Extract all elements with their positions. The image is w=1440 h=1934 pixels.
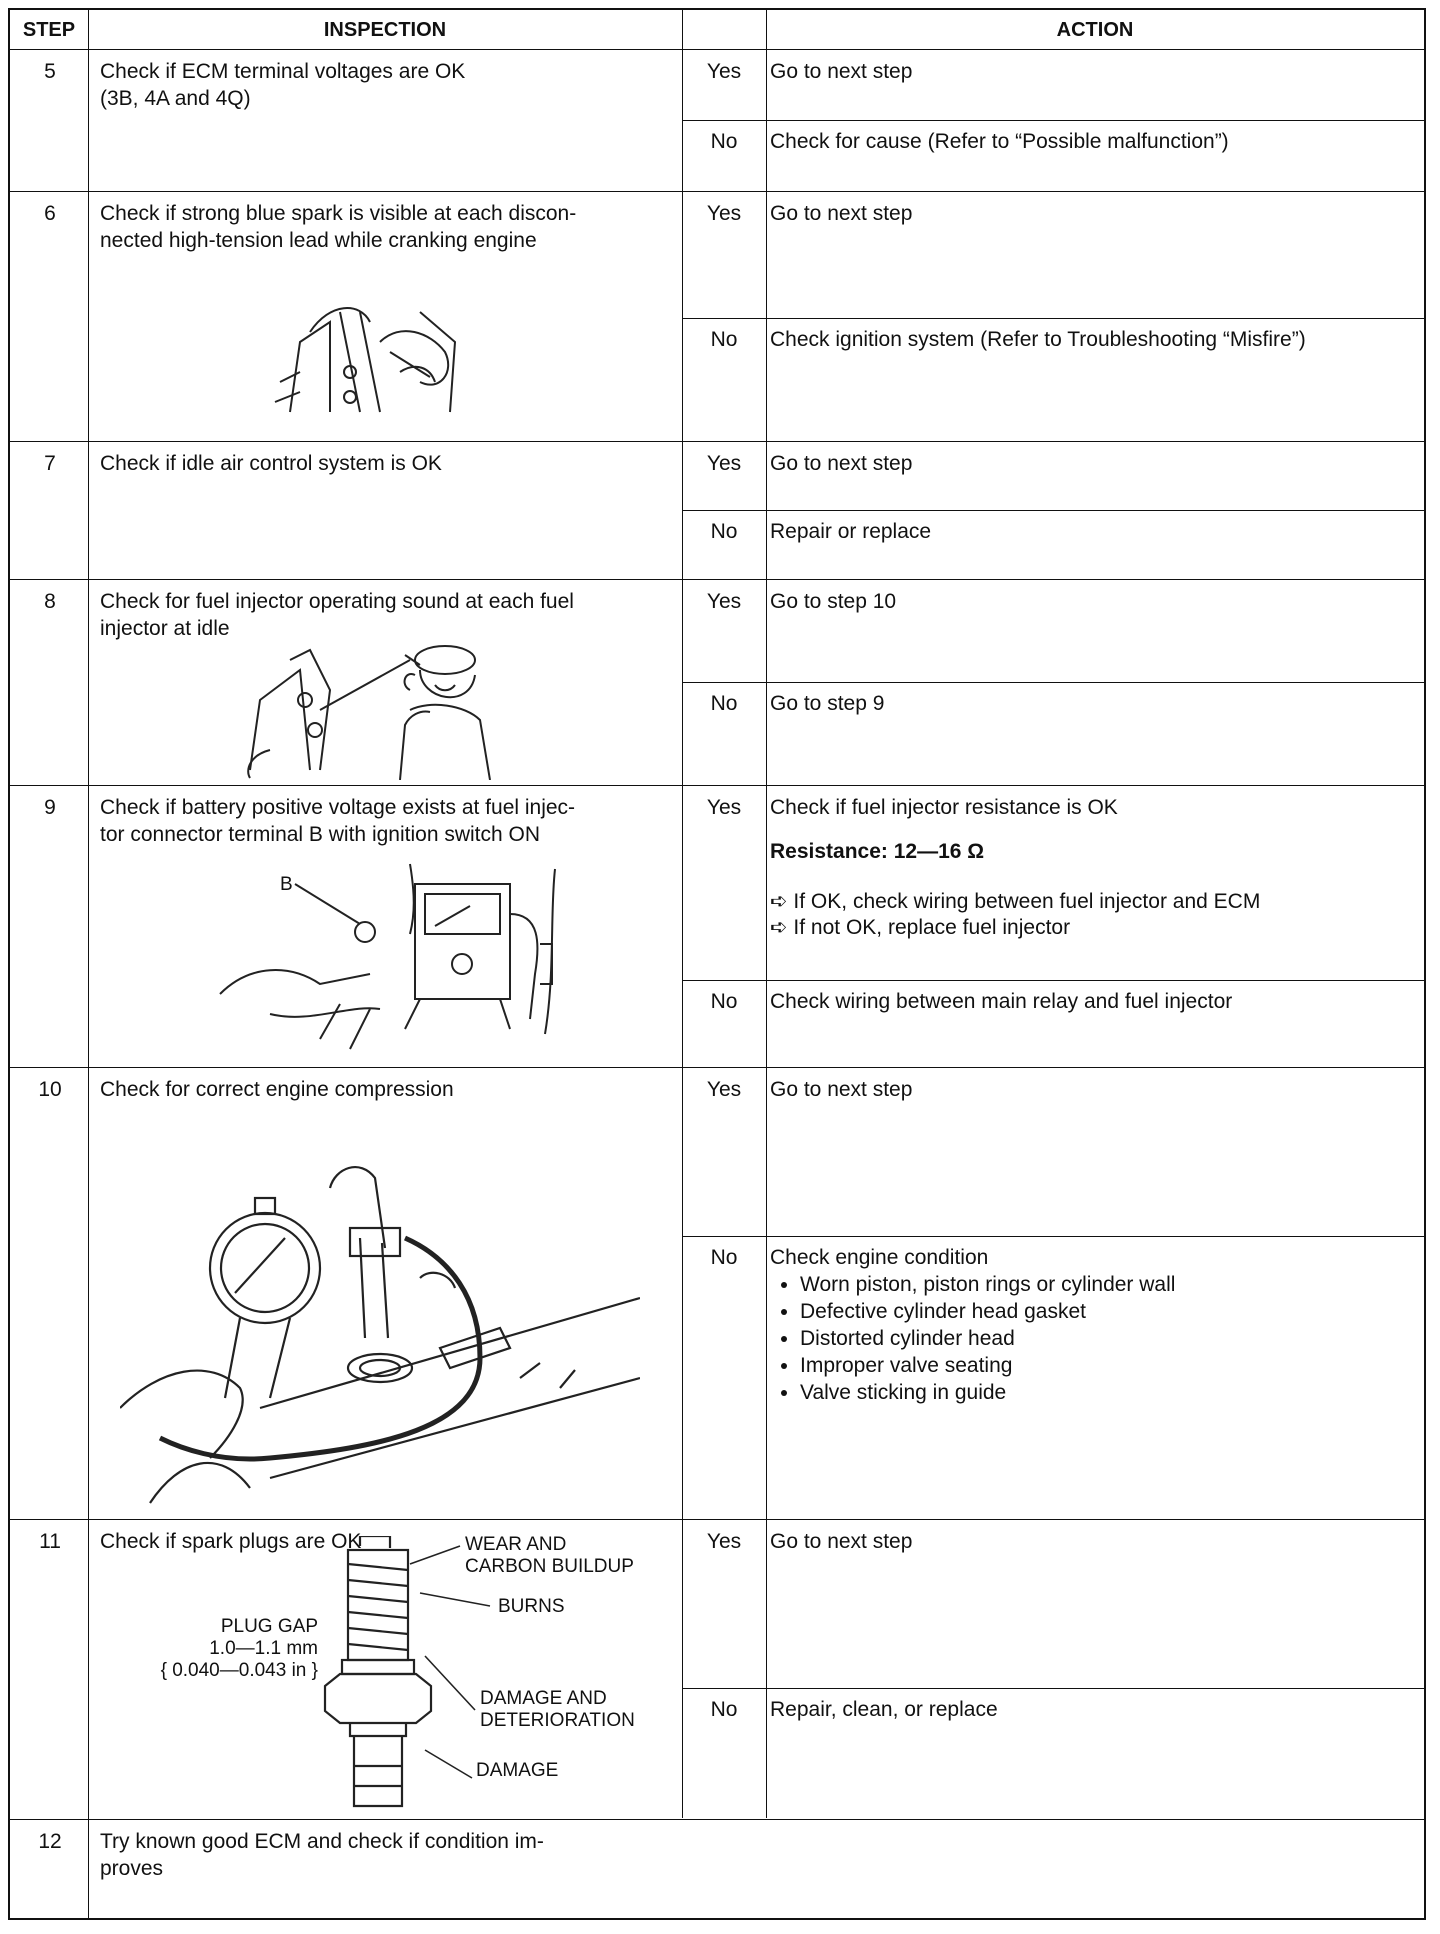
yes-no-divider bbox=[682, 1236, 1424, 1237]
yes-label: Yes bbox=[706, 202, 742, 225]
inspection-text: Check if battery positive voltage exists at fuel injec- tor connector terminal B with ignition switch ON bbox=[100, 796, 576, 846]
no-label: No bbox=[710, 1246, 738, 1269]
terminal-b-label: B bbox=[280, 874, 293, 895]
yes-label: Yes bbox=[706, 1530, 742, 1553]
table-header bbox=[10, 10, 1424, 50]
table-row-step-12 bbox=[10, 1820, 1424, 1920]
table-row-step-6 bbox=[10, 192, 1424, 442]
yes-action: Go to next step bbox=[770, 452, 913, 475]
result-not-ok: ➪ If not OK, replace fuel injector bbox=[770, 916, 1071, 939]
label-damage: DAMAGE bbox=[476, 1760, 559, 1781]
label-leader-lines bbox=[390, 1538, 510, 1788]
no-label: No bbox=[710, 520, 738, 543]
table-row-step-10 bbox=[10, 1068, 1424, 1520]
list-item: • Improper valve seating bbox=[800, 1352, 1420, 1379]
inspection-text: Check for correct engine compression bbox=[100, 1078, 454, 1101]
yes-no-divider bbox=[682, 120, 1424, 121]
inspection-text: Check if spark plugs are OK bbox=[100, 1530, 362, 1553]
yes-no-divider bbox=[682, 682, 1424, 683]
inspection-text: Check for fuel injector operating sound at each fuel injector at idle bbox=[100, 590, 574, 640]
yes-no-divider bbox=[682, 510, 1424, 511]
yes-no-divider bbox=[682, 980, 1424, 981]
engine-condition-list bbox=[770, 1271, 1420, 1406]
no-action: Check ignition system (Refer to Troubleshooting “Misfire”) bbox=[770, 328, 1306, 351]
label-wear-carbon: WEAR AND CARBON BUILDUP bbox=[465, 1534, 634, 1577]
no-label: No bbox=[710, 692, 738, 715]
spark-test-illustration bbox=[270, 282, 470, 422]
voltage-test-illustration bbox=[210, 854, 570, 1059]
no-action: Repair or replace bbox=[770, 520, 932, 543]
result-ok: ➪ If OK, check wiring between fuel injector and ECM bbox=[770, 890, 1261, 913]
inspection-text: Check if strong blue spark is visible at each discon- nected high-tension lead while cranking engine bbox=[100, 202, 577, 252]
yes-action: Go to step 10 bbox=[770, 590, 897, 613]
no-label: No bbox=[710, 1698, 738, 1721]
yes-label: Yes bbox=[706, 1078, 742, 1101]
compression-gauge-illustration bbox=[120, 1158, 640, 1508]
inspection-text: Check if idle air control system is OK bbox=[100, 452, 442, 475]
yes-action: Go to next step bbox=[770, 60, 913, 83]
yes-action: Go to next step bbox=[770, 202, 913, 225]
no-action-title: Check engine condition bbox=[770, 1246, 989, 1269]
label-plug-gap: PLUG GAP 1.0—1.1 mm { 0.040—0.043 in } bbox=[160, 1616, 318, 1681]
yes-action: Check if fuel injector resistance is OK bbox=[770, 796, 1118, 819]
inspection-text: Try known good ECM and check if condition im- proves bbox=[100, 1830, 544, 1880]
table-row-step-5 bbox=[10, 50, 1424, 192]
table-row-step-11 bbox=[10, 1520, 1424, 1820]
table-row-step-9 bbox=[10, 786, 1424, 1068]
no-label: No bbox=[710, 130, 738, 153]
header-action: ACTION bbox=[1056, 18, 1134, 41]
yes-action: Go to next step bbox=[770, 1078, 913, 1101]
no-label: No bbox=[710, 328, 738, 351]
no-action: Repair, clean, or replace bbox=[770, 1698, 998, 1721]
no-label: No bbox=[710, 990, 738, 1013]
list-item: • Defective cylinder head gasket bbox=[800, 1298, 1420, 1325]
label-burns: BURNS bbox=[498, 1596, 565, 1617]
step-number: 11 bbox=[39, 1530, 61, 1553]
yes-label: Yes bbox=[706, 796, 742, 819]
no-action: Go to step 9 bbox=[770, 692, 885, 715]
step-number: 8 bbox=[44, 590, 56, 613]
list-item: • Valve sticking in guide bbox=[800, 1379, 1420, 1406]
step-number: 10 bbox=[38, 1078, 62, 1101]
list-item: • Distorted cylinder head bbox=[800, 1325, 1420, 1352]
injector-sound-illustration bbox=[240, 630, 520, 780]
no-action bbox=[770, 1244, 1420, 1406]
yes-action: Go to next step bbox=[770, 1530, 913, 1553]
step-number: 12 bbox=[38, 1830, 62, 1853]
inspection-text: Check if ECM terminal voltages are OK (3B, 4A and 4Q) bbox=[100, 60, 466, 110]
header-step: STEP bbox=[22, 18, 76, 41]
troubleshooting-table bbox=[8, 8, 1426, 1920]
step-number: 6 bbox=[44, 202, 56, 225]
step-number: 7 bbox=[44, 452, 56, 475]
yes-no-divider bbox=[682, 318, 1424, 319]
step-number: 5 bbox=[44, 60, 56, 83]
table-row-step-7 bbox=[10, 442, 1424, 580]
step-number: 9 bbox=[44, 796, 56, 819]
resistance-spec: Resistance: 12—16 Ω bbox=[770, 840, 985, 863]
yes-label: Yes bbox=[706, 452, 742, 475]
header-inspection: INSPECTION bbox=[323, 18, 447, 41]
list-item: • Worn piston, piston rings or cylinder wall bbox=[800, 1271, 1420, 1298]
table-row-step-8 bbox=[10, 580, 1424, 786]
no-action: Check for cause (Refer to “Possible malfunction”) bbox=[770, 130, 1229, 153]
label-damage-deterioration: DAMAGE AND DETERIORATION bbox=[480, 1688, 635, 1731]
no-action: Check wiring between main relay and fuel injector bbox=[770, 990, 1233, 1013]
yes-label: Yes bbox=[706, 590, 742, 613]
yes-no-divider bbox=[682, 1688, 1424, 1689]
yes-label: Yes bbox=[706, 60, 742, 83]
